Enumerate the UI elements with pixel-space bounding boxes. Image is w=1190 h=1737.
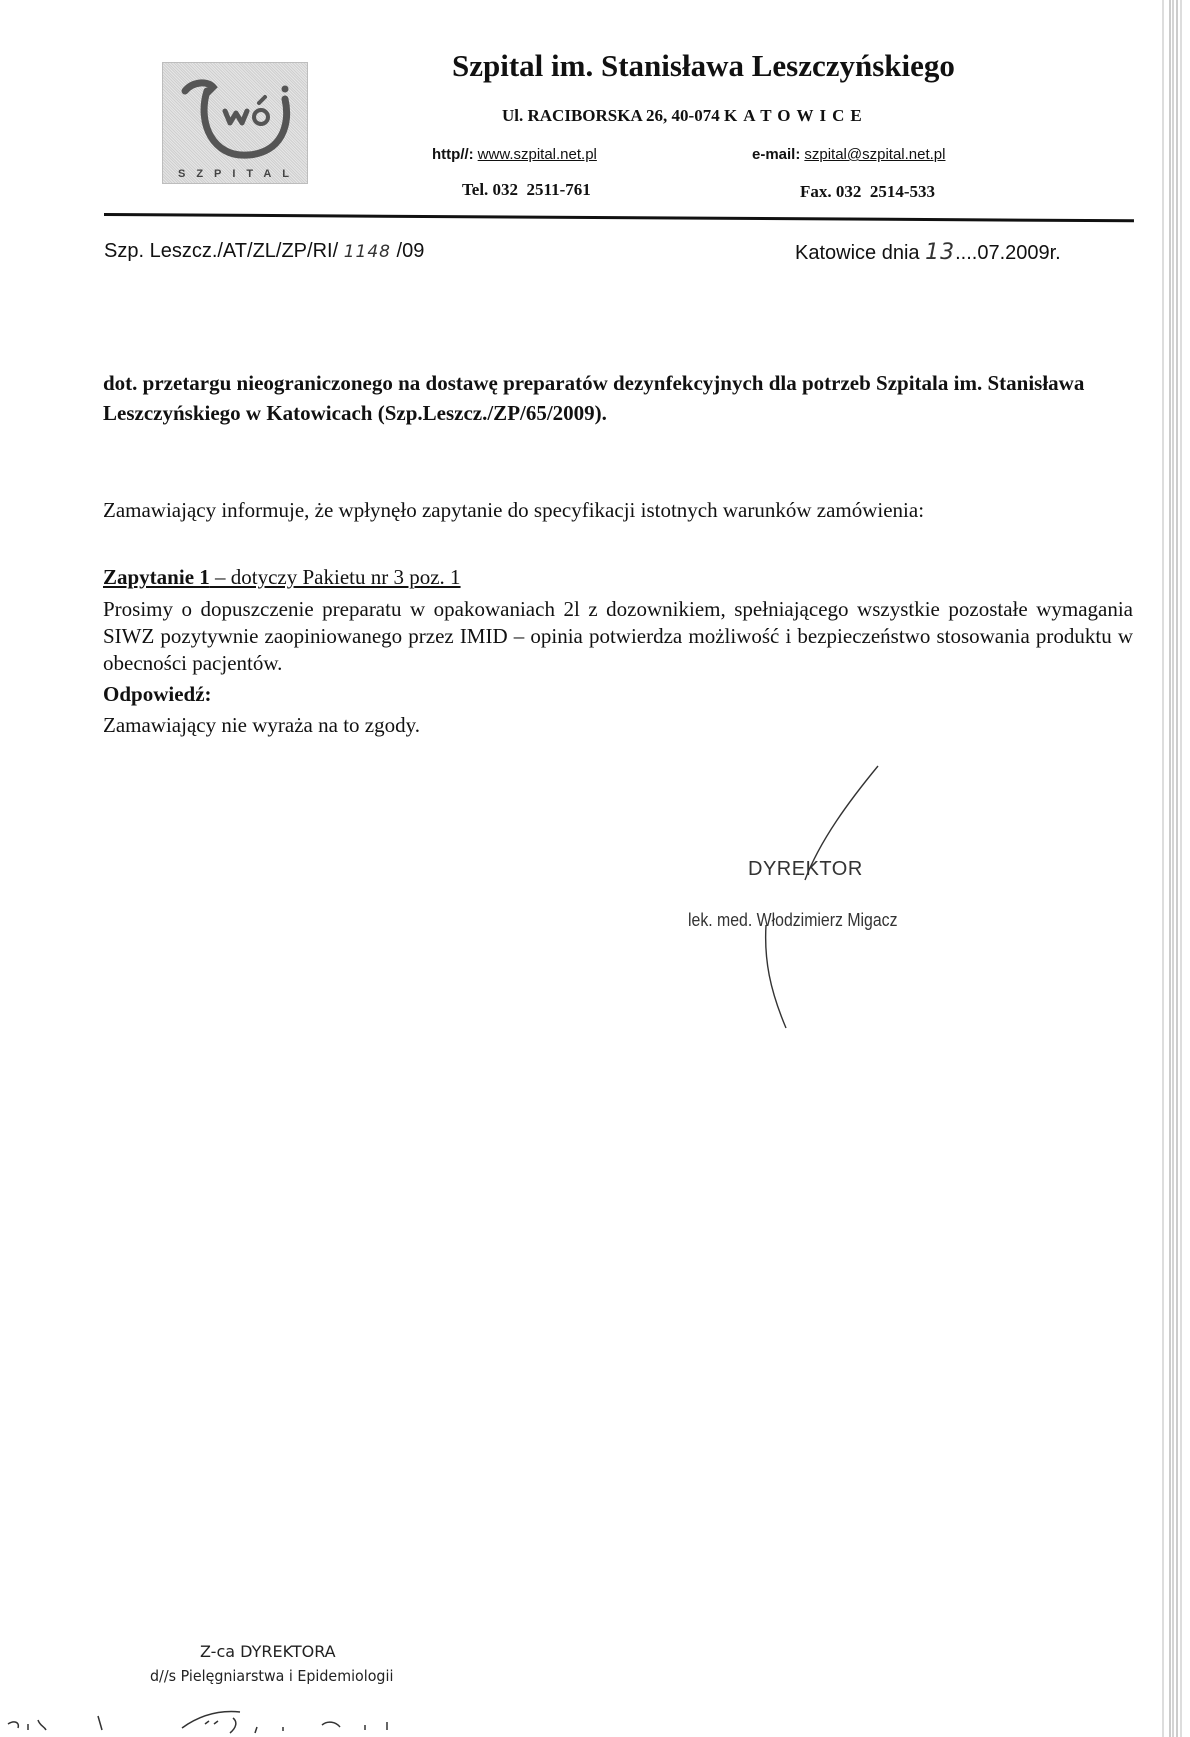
deputy-signature bbox=[182, 1712, 387, 1733]
question-number: Zapytanie 1 bbox=[103, 565, 210, 589]
date-dots: ... bbox=[955, 242, 972, 264]
email-label: e-mail: bbox=[752, 146, 801, 163]
reference-prefix: Szp. Leszcz./AT/ZL/ZP/RI/ bbox=[104, 240, 339, 262]
reference-suffix: /09 bbox=[396, 240, 425, 262]
question-title bbox=[103, 565, 461, 590]
handwritten-day: 13 bbox=[925, 240, 956, 265]
telephone: Tel. 032 2511-761 bbox=[462, 180, 591, 199]
reference-number bbox=[104, 240, 424, 263]
address-street: Ul. RACIBORSKA 26, 40-074 bbox=[502, 106, 720, 125]
date-suffix: .07.2009r. bbox=[971, 242, 1061, 264]
deputy-department: d//s Pielęgniarstwa i Epidemiologii bbox=[150, 1667, 394, 1685]
deputy-title: Z-ca DYREKTORA bbox=[200, 1642, 336, 1661]
fax: Fax. 032 2514-533 bbox=[800, 182, 936, 201]
intro-paragraph: Zamawiający informuje, że wpłynęło zapytanie do specyfikacji istotnych warunków zamówienia: bbox=[103, 498, 925, 522]
address-city: KATOWICE bbox=[723, 106, 868, 125]
hospital-address bbox=[502, 106, 868, 126]
question-scope: – dotyczy Pakietu nr 3 poz. 1 bbox=[209, 565, 461, 589]
letter-date bbox=[795, 240, 1061, 265]
answer-label: Odpowiedź: bbox=[103, 682, 212, 706]
website-link[interactable]: www.szpital.net.pl bbox=[477, 146, 597, 163]
deputy-initials bbox=[8, 1716, 102, 1730]
scan-edge-lines bbox=[1163, 0, 1181, 1737]
director-name: lek. med. Włodzimierz Migacz bbox=[688, 910, 898, 930]
director-title: DYREKTOR bbox=[748, 858, 863, 880]
website bbox=[432, 146, 597, 164]
handwritten-number: 1148 bbox=[343, 242, 391, 262]
email bbox=[752, 146, 945, 164]
answer-body: Zamawiający nie wyraża na to zgody. bbox=[103, 713, 420, 737]
subject-line: dot. przetargu nieograniczonego na dostawę preparatów dezynfekcyjnych dla potrzeb Szpitala im. Stanisława Leszczyńskiego w Katowicach (Szp.Leszcz./ZP/65/2009). bbox=[103, 371, 1085, 425]
question-body: Prosimy o dopuszczenie preparatu w opakowaniach 2l z dozownikiem, spełniającego wszystkie pozostałe wymagania SIWZ pozytywnie zaopiniowanego przez IMID – opinia potwierdza możliwość i bezpieczeństwo stosowania produktu w obecności pacjentów. bbox=[103, 597, 1133, 675]
logo-smile-icon bbox=[163, 63, 309, 185]
email-link[interactable]: szpital@szpital.net.pl bbox=[804, 146, 946, 163]
letterhead-divider bbox=[104, 213, 1134, 222]
director-signature-tail bbox=[766, 925, 786, 1028]
hospital-name: Szpital im. Stanisława Leszczyńskiego bbox=[452, 48, 955, 83]
logo-word: SZPITAL bbox=[177, 168, 300, 180]
website-label: http//: bbox=[432, 146, 474, 163]
hospital-logo bbox=[162, 62, 308, 184]
date-prefix: Katowice dnia bbox=[795, 242, 920, 264]
